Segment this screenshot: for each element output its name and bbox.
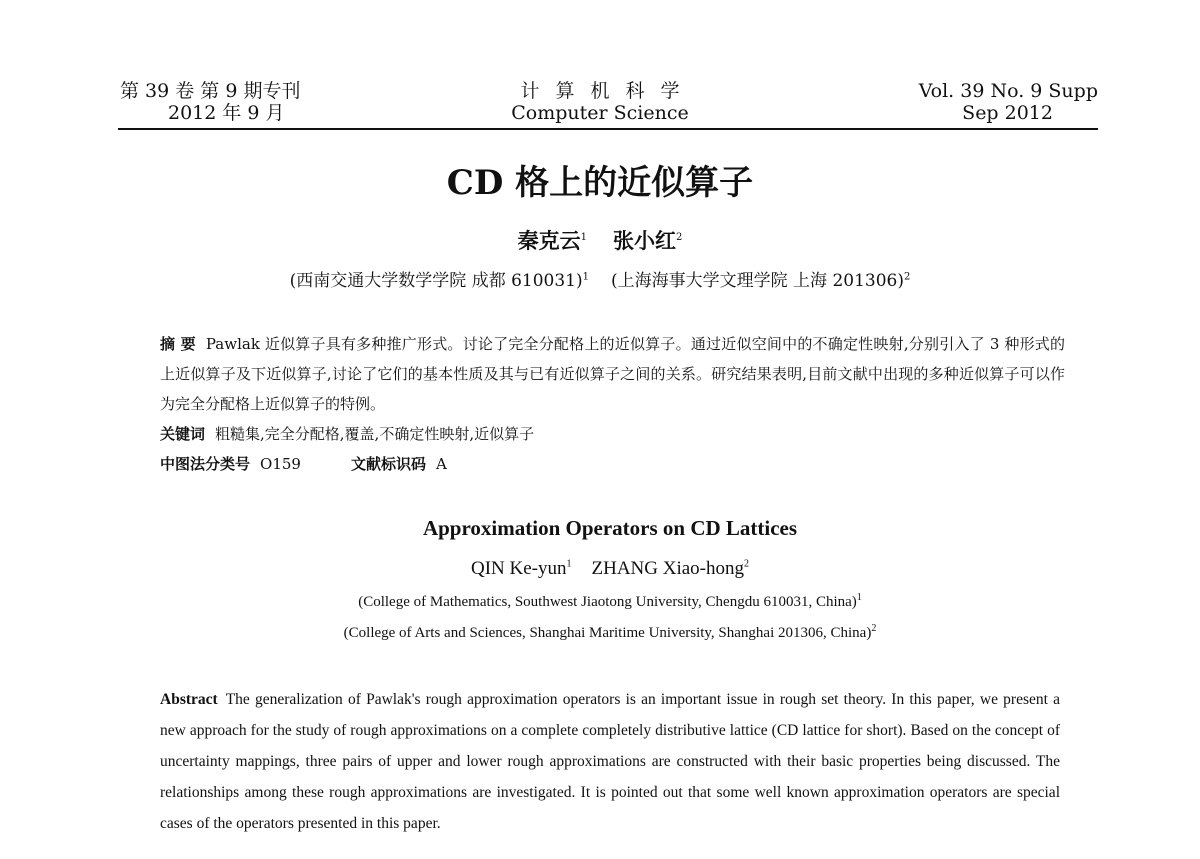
english-author-sup: 2: [744, 558, 750, 570]
journal-name-en: Computer Science: [511, 102, 689, 124]
english-abstract-text: The generalization of Pawlak's rough approximation operators is an important issue in rough set theory. In this paper, we present a new approach for the study of rough approximations on a complete completely distributive lattice (CD lattice for short). Based on the concept of uncertainty mappings, three pairs of upper and lower rough approximations are constructed with their basic properties being discussed. The relationships among these rough approximations are investigated. It is pointed out that some well known approximation operators are special cases of the operators presented in this paper.: [160, 691, 1060, 832]
affiliation: (西南交通大学数学学院 成都 610031): [289, 271, 583, 291]
clc-value: O159: [260, 455, 301, 473]
english-affiliation-text: (College of Arts and Sciences, Shanghai Maritime University, Shanghai 201306, China): [343, 625, 872, 641]
affiliation-sup: 2: [903, 271, 911, 283]
author-name: 张小红: [613, 228, 676, 253]
english-author-sup: 1: [566, 558, 572, 570]
cn-abstract-label: 摘 要: [160, 335, 196, 353]
affiliations: [0, 266, 1200, 291]
doc-code-value: A: [435, 455, 447, 473]
author-sup: 2: [676, 232, 683, 243]
cn-abstract-text: Pawlak 近似算子具有多种推广形式。讨论了完全分配格上的近似算子。通过近似空间中的不确定性映射,分别引入了 3 种形式的上近似算子及下近似算子,讨论了它们的基本性质及其与已有近似算子之间的关系。研究结果表明,目前文献中出现的多种近似算子可以作为完全分配格上近似算子的特例。: [160, 335, 1065, 413]
volume-issue-en: Vol. 39 No. 9 Supp: [918, 80, 1098, 102]
publication-date-cn: 2012 年 9 月: [168, 102, 285, 124]
authors: [0, 225, 1200, 255]
page-title: CD 格上的近似算子: [446, 163, 754, 203]
english-affiliation-sup: 1: [856, 592, 862, 603]
cn-abstract-block: [160, 329, 1065, 479]
volume-issue: 第 39 卷 第 9 期专刊: [120, 80, 301, 102]
doc-code-label: 文献标识码: [350, 455, 426, 473]
english-authors: [0, 558, 1200, 580]
clc-label: 中图法分类号: [160, 455, 251, 473]
cn-abstract: [160, 329, 1065, 419]
english-abstract: [160, 684, 1060, 839]
journal-name: [430, 80, 770, 124]
author-name: 秦克云: [517, 228, 581, 253]
header-rule: [118, 128, 1098, 130]
affiliation-sup: 1: [582, 271, 589, 283]
english-affiliation-1: [0, 592, 1200, 611]
keywords: [160, 419, 1065, 449]
english-author: ZHANG Xiao-hong: [591, 558, 745, 579]
english-affiliation-2: [0, 623, 1200, 642]
keywords-text: 粗糙集,完全分配格,覆盖,不确定性映射,近似算子: [215, 425, 535, 443]
affiliation: (上海海事大学文理学院 上海 201306): [611, 271, 904, 291]
journal-name-cn: 计算机科学: [520, 80, 696, 102]
english-title: Approximation Operators on CD Lattices: [422, 516, 798, 540]
publication-date-en: Sep 2012: [962, 102, 1053, 124]
keywords-label: 关键词: [160, 425, 206, 443]
english-author: QIN Ke-yun: [470, 558, 567, 579]
journal-volume-info: [120, 80, 300, 124]
english-affiliation-sup: 2: [871, 623, 877, 634]
journal-volume-info-en: [919, 80, 1098, 124]
english-abstract-label: Abstract: [160, 691, 218, 708]
classification: [160, 449, 1065, 479]
english-affiliation-text: (College of Mathematics, Southwest Jiaotong University, Chengdu 610031, China): [358, 594, 857, 610]
author-sup: 1: [580, 232, 587, 243]
